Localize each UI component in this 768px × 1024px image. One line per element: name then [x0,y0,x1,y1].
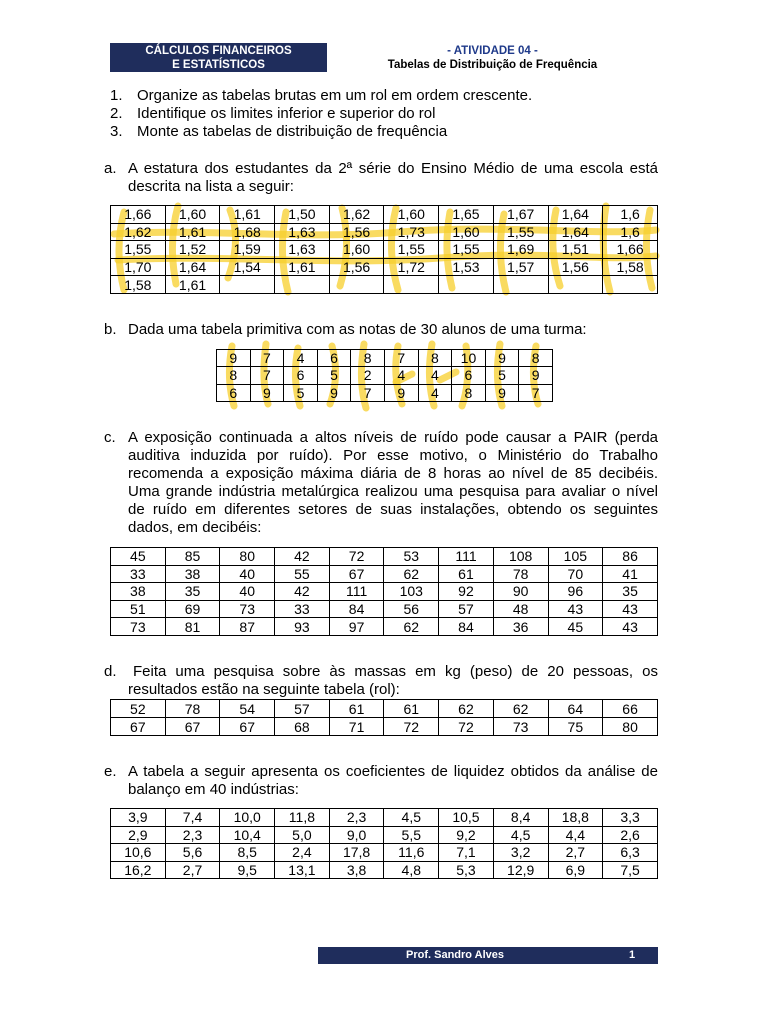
table-cell: 1,70 [111,258,166,276]
table-cell: 10,5 [439,809,494,827]
table-cell: 1,61 [165,223,220,241]
instruction-text: Organize as tabelas brutas em um rol em ordem crescente. [137,87,533,104]
table-cell: 1,68 [220,223,275,241]
table-cell: 87 [220,618,275,636]
table-cell: 48 [493,600,548,618]
question-text-line: dados, em decibéis: [128,519,262,536]
table-cell: 42 [275,548,330,566]
table-cell: 1,63 [275,223,330,241]
table-cell: 1,72 [384,258,439,276]
table-row [111,258,658,276]
table-cell: 108 [493,548,548,566]
table-cell: 10 [452,350,486,367]
table-body [111,809,658,879]
question-text-line: Uma grande indústria metalúrgica realizou uma pesquisa para avaliar o nível [128,483,658,500]
table-cell: 1,56 [548,258,603,276]
table-cell: 9 [217,350,251,367]
table-row [111,718,658,736]
table-cell: 40 [220,583,275,601]
table-row [111,700,658,718]
table-cell: 78 [165,700,220,718]
instruction-text: Identifique os limites inferior e superior do rol [137,105,436,122]
question-text-line: recomenda a exposição máxima diária de 8 horas ao nível de 85 decibéis. [128,465,658,482]
table-cell: 6 [452,367,486,384]
table-cell: 43 [548,600,603,618]
table-cell: 103 [384,583,439,601]
table-cell: 78 [493,565,548,583]
table-cell: 62 [384,618,439,636]
table-cell: 1,64 [548,206,603,224]
table-cell [493,276,548,294]
table-cell: 4 [418,367,452,384]
question-text-line: Feita uma pesquisa sobre às massas em kg (peso) de 20 pessoas, os [133,663,658,680]
table-cell: 9,0 [329,826,384,844]
table-cell: 1,54 [220,258,275,276]
table-cell: 61 [329,700,384,718]
table-cell: 57 [439,600,494,618]
table-cell: 4 [284,350,318,367]
table-cell: 73 [493,718,548,736]
table-cell: 1,62 [111,223,166,241]
table-row [111,206,658,224]
table-cell [603,276,658,294]
table-cell: 6 [217,384,251,401]
table-row [111,861,658,879]
question-d [104,663,658,699]
table-cell: 35 [603,583,658,601]
question-e [104,763,658,799]
table-cell: 62 [493,700,548,718]
table-cell: 67 [111,718,166,736]
table-cell: 45 [111,548,166,566]
noise-table [110,547,658,636]
table-cell: 61 [384,700,439,718]
table-cell: 1,53 [439,258,494,276]
table-cell: 2,7 [165,861,220,879]
course-title-line1: CÁLCULOS FINANCEIROS [145,45,292,57]
table-cell: 2,6 [603,826,658,844]
question-text-line: Dada uma tabela primitiva com as notas de 30 alunos de uma turma: [128,321,587,338]
table-row [217,350,553,367]
question-a [104,160,658,196]
table-cell: 71 [329,718,384,736]
activity-subtitle: Tabelas de Distribuição de Frequência [387,59,598,71]
question-letter: c. [104,429,116,446]
table-cell: 1,56 [329,258,384,276]
question-b [104,321,658,339]
table-cell: 72 [439,718,494,736]
table-row [111,618,658,636]
table-body [111,206,658,294]
table-cell: 5 [317,367,351,384]
table-cell: 53 [384,548,439,566]
table-cell: 96 [548,583,603,601]
table-cell: 1,58 [603,258,658,276]
table-cell: 1,6 [603,223,658,241]
table-cell: 3,2 [493,844,548,862]
table-cell: 9 [519,367,553,384]
table-row [111,844,658,862]
course-title-line2: E ESTATÍSTICOS [172,59,265,71]
table-cell: 1,52 [165,241,220,259]
table-cell: 56 [384,600,439,618]
table-cell: 42 [275,583,330,601]
table-cell: 90 [493,583,548,601]
table-cell: 1,60 [384,206,439,224]
table-cell: 17,8 [329,844,384,862]
question-letter: b. [104,321,117,338]
table-cell: 7 [384,350,418,367]
table-cell: 1,73 [384,223,439,241]
table-cell: 9 [250,384,284,401]
table-cell: 3,9 [111,809,166,827]
table-cell: 8 [418,350,452,367]
table-cell: 7 [250,350,284,367]
table-cell: 84 [329,600,384,618]
table-cell: 52 [111,700,166,718]
table-cell: 64 [548,700,603,718]
table-cell: 73 [111,618,166,636]
table-cell: 13,1 [275,861,330,879]
table-row [111,809,658,827]
table-cell: 7 [519,384,553,401]
table-cell: 7,4 [165,809,220,827]
table-cell: 9 [317,384,351,401]
question-text-line: de ruído em diferentes setores de suas instalações, obtendo os seguintes [128,501,658,518]
table-cell: 75 [548,718,603,736]
table-cell: 7,1 [439,844,494,862]
table-cell: 36 [493,618,548,636]
table-cell: 1,60 [165,206,220,224]
table-cell: 5,6 [165,844,220,862]
table-cell [275,276,330,294]
table-row [111,223,658,241]
table-cell: 3,3 [603,809,658,827]
table-cell: 1,61 [165,276,220,294]
table-cell: 62 [384,565,439,583]
table-cell: 55 [275,565,330,583]
table-cell: 3,8 [329,861,384,879]
table-row [111,565,658,583]
instruction-number: 2. [110,105,123,122]
table-cell: 66 [603,700,658,718]
page-number: 1 [629,949,636,961]
question-text-line: balanço em 40 indústrias: [128,781,299,798]
table-cell: 38 [165,565,220,583]
table-cell: 72 [384,718,439,736]
table-cell: 18,8 [548,809,603,827]
table-cell: 7,5 [603,861,658,879]
question-letter: e. [104,763,117,780]
table-cell: 6,3 [603,844,658,862]
table-cell: 1,61 [220,206,275,224]
table-cell: 70 [548,565,603,583]
footer-author: Prof. Sandro Alves [406,949,505,961]
table-cell: 1,55 [111,241,166,259]
table-cell: 51 [111,600,166,618]
question-text-line: resultados estão na seguinte tabela (rol): [128,681,400,698]
table-cell: 5 [284,384,318,401]
question-text-line: auditiva induzida por ruído). Por esse motivo, o Ministério do Trabalho [128,447,658,464]
table-cell: 1,58 [111,276,166,294]
table-row [111,548,658,566]
table-cell: 1,61 [275,258,330,276]
table-cell: 6,9 [548,861,603,879]
table-cell: 80 [220,548,275,566]
table-cell: 81 [165,618,220,636]
table-cell: 86 [603,548,658,566]
table-cell: 5,5 [384,826,439,844]
table-cell: 1,64 [548,223,603,241]
table-cell: 1,60 [329,241,384,259]
question-c [104,429,658,537]
table-cell: 1,51 [548,241,603,259]
height-table [110,205,658,294]
table-cell: 92 [439,583,494,601]
instruction-number: 1. [110,87,123,104]
table-row [217,367,553,384]
table-cell: 40 [220,565,275,583]
grades-table [216,349,553,402]
table-cell: 9,2 [439,826,494,844]
table-row [217,384,553,401]
mass-table [110,699,658,736]
table-cell: 1,67 [493,206,548,224]
table-cell: 10,0 [220,809,275,827]
table-cell: 80 [603,718,658,736]
table-cell: 4 [384,367,418,384]
table-cell: 7 [351,384,385,401]
table-row [111,241,658,259]
table-cell: 4,5 [384,809,439,827]
table-cell: 43 [603,600,658,618]
table-cell: 5,0 [275,826,330,844]
table-cell: 6 [317,350,351,367]
table-cell: 2,7 [548,844,603,862]
table-cell: 1,55 [439,241,494,259]
table-cell: 54 [220,700,275,718]
table-cell [384,276,439,294]
activity-header [327,43,658,72]
table-cell: 43 [603,618,658,636]
table-cell: 1,63 [275,241,330,259]
table-cell: 67 [165,718,220,736]
table-body [217,350,553,402]
table-cell: 2,9 [111,826,166,844]
instruction-item [110,87,658,105]
table-cell: 1,6 [603,206,658,224]
table-cell [220,276,275,294]
table-row [111,600,658,618]
table-cell: 1,62 [329,206,384,224]
table-cell: 67 [220,718,275,736]
table-cell: 11,6 [384,844,439,862]
table-cell: 8 [519,350,553,367]
table-cell: 1,59 [220,241,275,259]
table-cell: 4 [418,384,452,401]
table-cell: 8,5 [220,844,275,862]
table-cell: 84 [439,618,494,636]
table-cell: 5 [485,367,519,384]
table-cell: 6 [284,367,318,384]
table-cell: 111 [329,583,384,601]
table-cell: 68 [275,718,330,736]
table-cell: 12,9 [493,861,548,879]
table-cell: 10,6 [111,844,166,862]
table-cell: 8 [452,384,486,401]
table-cell: 1,50 [275,206,330,224]
table-cell: 33 [275,600,330,618]
table-cell: 38 [111,583,166,601]
table-cell: 1,55 [384,241,439,259]
table-cell: 1,64 [165,258,220,276]
table-cell: 45 [548,618,603,636]
table-cell: 11,8 [275,809,330,827]
table-cell: 67 [329,565,384,583]
table-cell: 2,3 [329,809,384,827]
course-title-box [110,43,327,72]
question-text-line: A tabela a seguir apresenta os coeficientes de liquidez obtidos da análise de [128,763,658,780]
question-text-line: A estatura dos estudantes da 2ª série do Ensino Médio de uma escola está [128,160,658,177]
table-row [111,583,658,601]
table-body [111,700,658,736]
instruction-item [110,105,658,123]
table-cell: 2,4 [275,844,330,862]
table-cell: 1,65 [439,206,494,224]
activity-title: - ATIVIDADE 04 - [447,45,538,57]
question-text-line: A exposição continuada a altos níveis de ruído pode causar a PAIR (perda [128,429,658,446]
table-cell: 1,69 [493,241,548,259]
table-cell: 2 [351,367,385,384]
table-cell: 1,66 [111,206,166,224]
table-cell: 4,4 [548,826,603,844]
table-cell: 8 [217,367,251,384]
table-cell: 72 [329,548,384,566]
table-cell: 4,5 [493,826,548,844]
table-cell: 93 [275,618,330,636]
table-cell: 1,57 [493,258,548,276]
instruction-item [110,123,658,141]
table-cell: 105 [548,548,603,566]
table-cell: 35 [165,583,220,601]
question-letter: a. [104,160,117,177]
table-cell: 41 [603,565,658,583]
instructions-list [110,87,658,141]
table-cell: 7 [250,367,284,384]
table-cell [329,276,384,294]
table-cell: 9 [384,384,418,401]
table-cell: 2,3 [165,826,220,844]
table-cell: 5,3 [439,861,494,879]
question-letter: d. [104,663,117,680]
table-cell: 9,5 [220,861,275,879]
table-cell [439,276,494,294]
table-cell: 10,4 [220,826,275,844]
table-cell: 8,4 [493,809,548,827]
table-cell: 62 [439,700,494,718]
table-cell: 111 [439,548,494,566]
table-cell: 73 [220,600,275,618]
table-cell: 8 [351,350,385,367]
table-cell: 61 [439,565,494,583]
table-row [111,276,658,294]
table-cell: 1,66 [603,241,658,259]
table-cell: 57 [275,700,330,718]
table-cell: 1,56 [329,223,384,241]
table-cell: 4,8 [384,861,439,879]
table-cell: 33 [111,565,166,583]
table-cell: 9 [485,350,519,367]
table-body [111,548,658,636]
table-cell [548,276,603,294]
table-cell: 16,2 [111,861,166,879]
table-cell: 97 [329,618,384,636]
instruction-text: Monte as tabelas de distribuição de frequência [137,123,448,140]
table-cell: 9 [485,384,519,401]
table-cell: 1,55 [493,223,548,241]
instruction-number: 3. [110,123,123,140]
table-cell: 69 [165,600,220,618]
table-row [111,826,658,844]
footer-bar [318,947,658,964]
table-cell: 85 [165,548,220,566]
question-text-line: descrita na lista a seguir: [128,178,294,195]
liquidity-table [110,808,658,879]
table-cell: 1,60 [439,223,494,241]
